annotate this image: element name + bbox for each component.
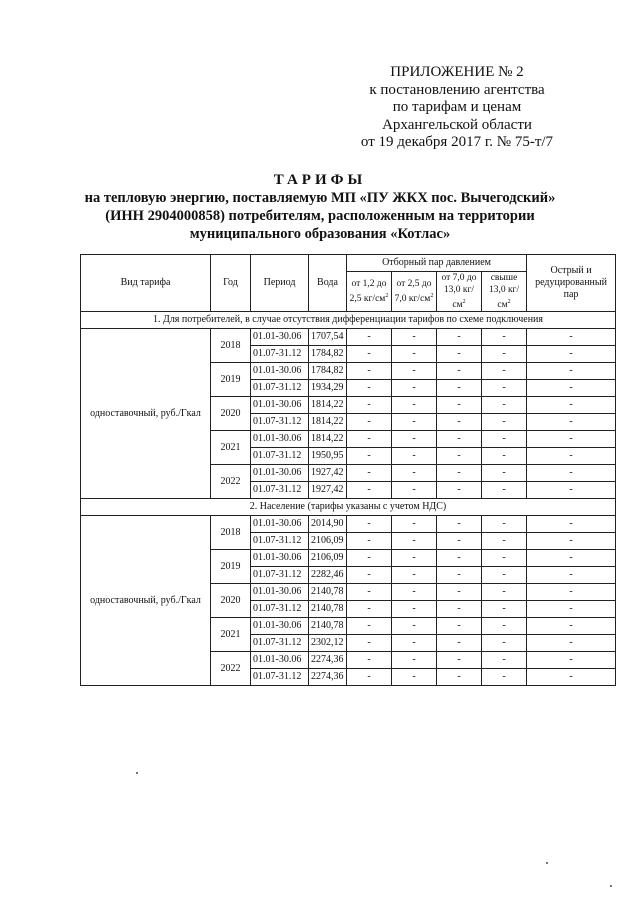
year-cell: 2018 [211,516,251,550]
sharp-steam-cell: - [527,397,616,414]
steam-cell: - [482,601,527,618]
title-line: муниципального образования «Котлас» [189,226,451,242]
period-cell: 01.01-30.06 [251,652,309,669]
steam-cell: - [482,397,527,414]
period-cell: 01.01-30.06 [251,584,309,601]
tariff-type-cell: одноставочный, руб./Гкал [81,516,211,686]
title-line: (ИНН 2904000858) потребителям, расположенным на территории [105,208,535,224]
sharp-steam-cell: - [527,431,616,448]
sharp-steam-cell: - [527,346,616,363]
water-tariff-cell: 1707,54 [309,329,347,346]
sharp-steam-cell: - [527,635,616,652]
sharp-steam-cell: - [527,601,616,618]
steam-cell: - [392,414,437,431]
year-cell: 2019 [211,550,251,584]
water-tariff-cell: 2140,78 [309,618,347,635]
steam-cell: - [437,533,482,550]
steam-cell: - [482,465,527,482]
steam-cell: - [347,448,392,465]
steam-cell: - [482,414,527,431]
period-cell: 01.07-31.12 [251,482,309,499]
sharp-steam-cell: - [527,414,616,431]
steam-cell: - [392,465,437,482]
steam-cell: - [482,516,527,533]
steam-cell: - [347,635,392,652]
steam-cell: - [347,346,392,363]
steam-cell: - [347,669,392,686]
water-tariff-cell: 1814,22 [309,414,347,431]
scan-speck [610,885,612,887]
sharp-steam-cell: - [527,652,616,669]
water-tariff-cell: 1927,42 [309,482,347,499]
header-steam-range: от 2,5 до 7,0 $кг/см^2$ [392,272,437,312]
steam-cell: - [347,618,392,635]
period-cell: 01.01-30.06 [251,397,309,414]
period-cell: 01.01-30.06 [251,431,309,448]
water-tariff-cell: 1950,95 [309,448,347,465]
water-tariff-cell: 1784,82 [309,346,347,363]
tariff-table-body [81,312,616,686]
sharp-steam-cell: - [527,363,616,380]
water-tariff-cell: 2106,09 [309,550,347,567]
section-header-row [81,499,616,516]
appendix-title: ПРИЛОЖЕНИЕ № 2 [390,64,524,80]
water-tariff-cell: 2274,36 [309,669,347,686]
steam-cell: - [347,329,392,346]
period-cell: 01.07-31.12 [251,635,309,652]
water-tariff-cell: 2282,46 [309,567,347,584]
table-row [81,516,616,533]
steam-cell: - [392,533,437,550]
section-title: 1. Для потребителей, в случае отсутствия дифференциации тарифов по схеме подключения [81,312,616,329]
water-tariff-cell: 1927,42 [309,465,347,482]
steam-cell: - [392,567,437,584]
appendix-date: от 19 декабря 2017 г. № 75-т/7 [360,134,554,150]
steam-cell: - [392,669,437,686]
document-title [20,171,620,243]
steam-cell: - [347,516,392,533]
sharp-steam-cell: - [527,550,616,567]
sharp-steam-cell: - [527,669,616,686]
steam-cell: - [347,431,392,448]
steam-cell: - [437,380,482,397]
period-cell: 01.01-30.06 [251,363,309,380]
water-tariff-cell: 2140,78 [309,584,347,601]
steam-cell: - [437,516,482,533]
sharp-steam-cell: - [527,380,616,397]
water-tariff-cell: 1784,82 [309,363,347,380]
steam-cell: - [347,601,392,618]
header-water: Вода [309,255,347,312]
steam-cell: - [482,652,527,669]
period-cell: 01.01-30.06 [251,329,309,346]
period-cell: 01.07-31.12 [251,567,309,584]
scan-speck [136,772,138,774]
water-tariff-cell: 1814,22 [309,397,347,414]
steam-cell: - [482,669,527,686]
appendix-line: по тарифам и ценам [392,99,522,115]
header-period: Период [251,255,309,312]
sharp-steam-cell: - [527,448,616,465]
period-cell: 01.07-31.12 [251,669,309,686]
period-cell: 01.07-31.12 [251,346,309,363]
steam-cell: - [437,584,482,601]
scan-speck [546,862,548,864]
steam-cell: - [347,584,392,601]
header-steam-range: от 1,2 до 2,5 $кг/см^2$ [347,272,392,312]
sharp-steam-cell: - [527,482,616,499]
year-cell: 2022 [211,465,251,499]
year-cell: 2022 [211,652,251,686]
steam-cell: - [437,414,482,431]
year-cell: 2021 [211,618,251,652]
steam-cell: - [392,448,437,465]
steam-cell: - [437,346,482,363]
period-cell: 01.01-30.06 [251,618,309,635]
sharp-steam-cell: - [527,465,616,482]
steam-cell: - [347,652,392,669]
title-heading: ТАРИФЫ [273,172,367,188]
steam-cell: - [437,635,482,652]
steam-cell: - [437,448,482,465]
year-cell: 2021 [211,431,251,465]
tariff-type-cell: одноставочный, руб./Гкал [81,329,211,499]
steam-cell: - [392,380,437,397]
steam-cell: - [392,652,437,669]
steam-cell: - [482,618,527,635]
sharp-steam-cell: - [527,584,616,601]
steam-cell: - [482,550,527,567]
steam-cell: - [437,397,482,414]
steam-cell: - [437,669,482,686]
steam-cell: - [392,329,437,346]
steam-cell: - [392,584,437,601]
water-tariff-cell: 2014,90 [309,516,347,533]
section-title: 2. Население (тарифы указаны с учетом НДС) [81,499,616,516]
steam-cell: - [482,533,527,550]
water-tariff-cell: 2302,12 [309,635,347,652]
water-tariff-cell: 1934,29 [309,380,347,397]
period-cell: 01.07-31.12 [251,380,309,397]
steam-cell: - [437,482,482,499]
steam-cell: - [482,363,527,380]
appendix-line: Архангельской области [382,116,532,133]
steam-cell: - [482,635,527,652]
steam-cell: - [392,550,437,567]
steam-cell: - [437,567,482,584]
steam-cell: - [392,601,437,618]
header-steam-range: свыше 13,0 $кг/см^2$ [482,272,527,312]
steam-cell: - [392,346,437,363]
steam-cell: - [347,414,392,431]
sharp-steam-cell: - [527,516,616,533]
steam-cell: - [437,465,482,482]
tariff-table [80,254,616,686]
year-cell: 2019 [211,363,251,397]
year-cell: 2018 [211,329,251,363]
steam-cell: - [437,601,482,618]
water-tariff-cell: 2274,36 [309,652,347,669]
table-row [81,329,616,346]
water-tariff-cell: 1814,22 [309,431,347,448]
steam-cell: - [347,363,392,380]
steam-cell: - [437,652,482,669]
header-tariff-type: Вид тарифа [81,255,211,312]
steam-cell: - [437,618,482,635]
steam-cell: - [392,431,437,448]
period-cell: 01.07-31.12 [251,533,309,550]
title-line: на тепловую энергию, поставляемую МП «ПУ ЖКХ пос. Вычегодский» [84,190,556,206]
period-cell: 01.01-30.06 [251,550,309,567]
period-cell: 01.01-30.06 [251,516,309,533]
steam-cell: - [347,380,392,397]
header-steam-range: от 7,0 до 13,0 $кг/см^2$ [437,272,482,312]
steam-cell: - [392,618,437,635]
steam-cell: - [482,380,527,397]
appendix-header [332,64,582,152]
steam-cell: - [392,516,437,533]
steam-cell: - [482,482,527,499]
steam-cell: - [437,431,482,448]
header-sharp-steam: Острый и редуцированный пар [527,255,616,312]
steam-cell: - [347,397,392,414]
period-cell: 01.01-30.06 [251,465,309,482]
year-cell: 2020 [211,397,251,431]
header-year: Год [211,255,251,312]
steam-cell: - [392,397,437,414]
steam-cell: - [482,346,527,363]
header-steam-group: Отборный пар давлением [347,255,527,272]
steam-cell: - [347,465,392,482]
year-cell: 2020 [211,584,251,618]
steam-cell: - [392,635,437,652]
sharp-steam-cell: - [527,618,616,635]
steam-cell: - [437,329,482,346]
steam-cell: - [392,363,437,380]
period-cell: 01.07-31.12 [251,414,309,431]
period-cell: 01.07-31.12 [251,601,309,618]
sharp-steam-cell: - [527,533,616,550]
steam-cell: - [392,482,437,499]
section-header-row [81,312,616,329]
steam-cell: - [482,431,527,448]
steam-cell: - [347,482,392,499]
steam-cell: - [347,567,392,584]
water-tariff-cell: 2106,09 [309,533,347,550]
steam-cell: - [482,329,527,346]
steam-cell: - [437,550,482,567]
steam-cell: - [437,363,482,380]
steam-cell: - [347,533,392,550]
water-tariff-cell: 2140,78 [309,601,347,618]
appendix-line: к постановлению агентства [369,81,545,98]
steam-cell: - [482,448,527,465]
steam-cell: - [347,550,392,567]
period-cell: 01.07-31.12 [251,448,309,465]
sharp-steam-cell: - [527,329,616,346]
steam-cell: - [482,584,527,601]
steam-cell: - [482,567,527,584]
sharp-steam-cell: - [527,567,616,584]
